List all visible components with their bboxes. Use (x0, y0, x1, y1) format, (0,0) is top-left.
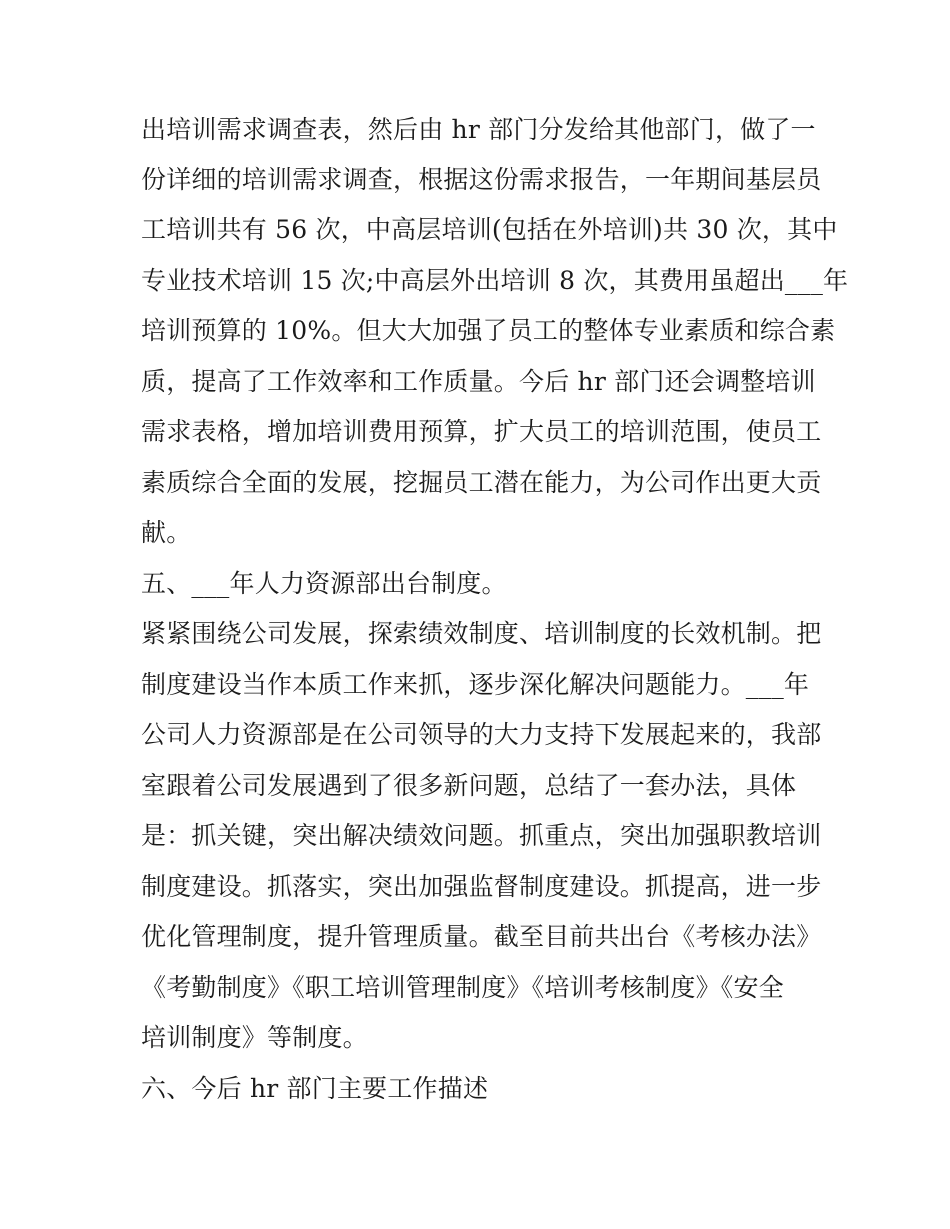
section-heading-5: 五、___年人力资源部出台制度。 (141, 569, 507, 598)
text-line: 是：抓关键，突出解决绩效问题。抓重点，突出加强职教培训 (141, 821, 822, 850)
text-line: 份详细的培训需求调查，根据这份需求报告，一年期间基层员 (141, 165, 822, 194)
text-line: 出培训需求调查表，然后由 hr 部门分发给其他部门，做了一 (141, 115, 816, 144)
text-line: 培训预算的 10%。但大大加强了员工的整体专业素质和综合素 (141, 316, 836, 345)
text-line: 制度建设。抓落实，突出加强监督制度建设。抓提高，进一步 (141, 872, 822, 901)
text-line: 专业技术培训 15 次;中高层外出培训 8 次，其费用虽超出___年 (141, 266, 849, 295)
text-line: 优化管理制度，提升管理质量。截至目前共出台《考核办法》 (141, 922, 822, 951)
text-line: 工培训共有 56 次，中高层培训(包括在外培训)共 30 次，其中 (141, 215, 838, 244)
text-line: 紧紧围绕公司发展，探索绩效制度、培训制度的长效机制。把 (141, 619, 822, 648)
text-line: 公司人力资源部是在公司领导的大力支持下发展起来的，我部 (141, 720, 822, 749)
text-line: 室跟着公司发展遇到了很多新问题，总结了一套办法，具体 (141, 771, 797, 800)
text-line: 素质综合全面的发展，挖掘员工潜在能力，为公司作出更大贡 (141, 468, 822, 497)
text-line: 《考勤制度》《职工培训管理制度》《培训考核制度》《安全 (141, 973, 784, 1002)
text-line: 制度建设当作本质工作来抓，逐步深化解决问题能力。___年 (141, 670, 810, 699)
text-line: 献。 (141, 518, 192, 547)
text-line: 需求表格，增加培训费用预算，扩大员工的培训范围，使员工 (141, 417, 822, 446)
section-heading-6: 六、今后 hr 部门主要工作描述 (141, 1074, 489, 1103)
text-line: 培训制度》等制度。 (141, 1023, 368, 1052)
text-line: 质，提高了工作效率和工作质量。今后 hr 部门还会调整培训 (141, 367, 816, 396)
